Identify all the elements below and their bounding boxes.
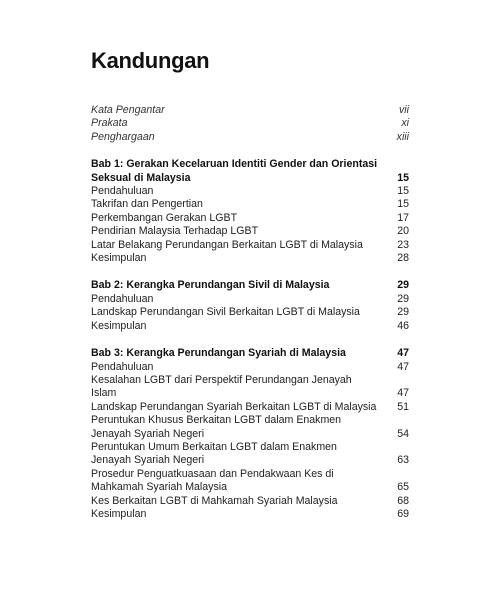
toc-entry — [91, 495, 409, 508]
toc-entry — [91, 320, 409, 333]
toc-entry — [91, 361, 409, 374]
toc-entry — [91, 414, 409, 441]
toc-entry — [91, 293, 409, 306]
toc-entry — [91, 104, 409, 117]
chapter-heading — [91, 279, 409, 292]
toc-entry — [91, 508, 409, 521]
toc-entry-page: 47 — [397, 360, 409, 373]
toc-entry-text: Kesimpulan — [91, 507, 147, 520]
toc-entry — [91, 374, 409, 401]
toc-entry-text: Prosedur Penguatkuasaan dan Pendakwaan Kes di Mahkamah Syariah Malaysia — [91, 467, 334, 494]
toc-entry — [91, 212, 409, 225]
toc-entry-text: Pendahuluan — [91, 292, 154, 305]
chapter-2 — [91, 279, 409, 333]
toc-entry — [91, 441, 409, 468]
chapter-heading — [91, 347, 409, 360]
table-of-contents — [91, 48, 409, 535]
toc-entry-page: 51 — [397, 400, 409, 413]
toc-entry-text: Kes Berkaitan LGBT di Mahkamah Syariah Malaysia — [91, 494, 338, 507]
chapter-heading-text: Bab 2: Kerangka Perundangan Sivil di Malaysia — [91, 279, 330, 292]
toc-entry-text: Landskap Perundangan Sivil Berkaitan LGBT di Malaysia — [91, 306, 360, 319]
front-matter — [91, 104, 409, 144]
chapter-heading — [91, 158, 409, 185]
toc-entry-page: 15 — [397, 185, 409, 198]
toc-entry-page: 29 — [397, 306, 409, 319]
toc-entry — [91, 252, 409, 265]
toc-entry-text: Pendirian Malaysia Terhadap LGBT — [91, 225, 259, 238]
toc-entry — [91, 131, 409, 144]
toc-entry-page: 20 — [397, 225, 409, 238]
toc-entry-text: Peruntukan Umum Berkaitan LGBT dalam Enakmen Jenayah Syariah Negeri — [91, 440, 337, 467]
toc-entry-page: xi — [401, 117, 409, 130]
toc-entry-text: Latar Belakang Perundangan Berkaitan LGBT di Malaysia — [91, 238, 363, 251]
toc-entry — [91, 225, 409, 238]
chapter-3 — [91, 347, 409, 521]
toc-entry-text: Kesimpulan — [91, 319, 147, 332]
toc-entry-page: 15 — [397, 198, 409, 211]
toc-entry-page: xiii — [396, 130, 409, 143]
chapter-heading-page: 47 — [397, 347, 409, 360]
toc-entry-text: Takrifan dan Pengertian — [91, 198, 203, 211]
toc-entry-text: Peruntukan Khusus Berkaitan LGBT dalam Enakmen Jenayah Syariah Negeri — [91, 414, 342, 440]
chapter-heading-text: Bab 3: Kerangka Perundangan Syariah di Malaysia — [91, 347, 346, 360]
toc-entry-text: Kesimpulan — [91, 252, 147, 265]
toc-entry — [91, 239, 409, 252]
toc-entry-page: 23 — [397, 238, 409, 251]
toc-entry — [91, 117, 409, 130]
toc-entry-page: 46 — [397, 319, 409, 332]
toc-entry — [91, 185, 409, 198]
chapter-heading-page: 15 — [397, 171, 409, 184]
toc-entry — [91, 468, 409, 495]
toc-entry-page: 54 — [397, 427, 409, 440]
toc-entry-page: vii — [398, 104, 409, 116]
chapter-heading-text: Bab 1: Gerakan Kecelaruan Identiti Gender dan Orientasi Seksual di Malaysia — [91, 158, 378, 184]
toc-entry-text: Kesalahan LGBT dari Perspektif Perundangan Jenayah Islam — [91, 373, 352, 400]
toc-entry-text: Landskap Perundangan Syariah Berkaitan LGBT di Malaysia — [91, 400, 377, 413]
toc-entry-text: Perkembangan Gerakan LGBT — [91, 211, 238, 224]
toc-entry-page: 65 — [397, 481, 409, 494]
toc-entry-text: Pendahuluan — [91, 185, 154, 198]
toc-entry-page: 68 — [397, 494, 409, 507]
toc-entry-page: 63 — [397, 454, 409, 467]
toc-entry-text: Pendahuluan — [91, 360, 154, 373]
toc-entry-page: 28 — [397, 252, 409, 265]
toc-entry — [91, 198, 409, 211]
toc-entry-page: 29 — [397, 292, 409, 305]
toc-entry-text: Penghargaan — [91, 130, 155, 143]
toc-entry-text: Prakata — [91, 117, 128, 130]
chapter-heading-page: 29 — [397, 279, 409, 292]
toc-entry-page: 47 — [397, 387, 409, 400]
toc-entry-page: 17 — [397, 211, 409, 224]
chapter-1 — [91, 158, 409, 265]
toc-entry-page: 69 — [397, 507, 409, 520]
toc-entry-text: Kata Pengantar — [91, 104, 165, 116]
toc-entry — [91, 306, 409, 319]
page-title: Kandungan — [91, 48, 210, 73]
toc-entry — [91, 401, 409, 414]
